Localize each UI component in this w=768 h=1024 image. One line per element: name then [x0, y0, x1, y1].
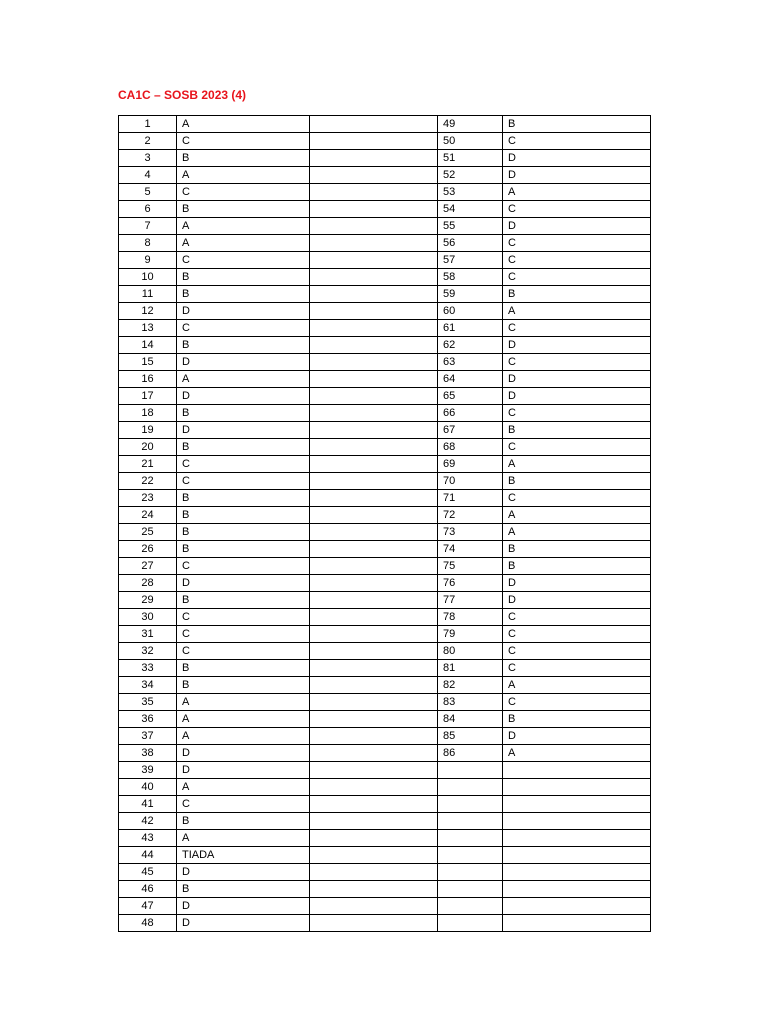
empty-cell [310, 711, 438, 728]
answer-cell: A [177, 371, 310, 388]
question-number-cell: 10 [119, 269, 177, 286]
table-row [119, 320, 651, 337]
answer-cell: C [503, 626, 651, 643]
question-number-cell: 86 [438, 745, 503, 762]
empty-cell [310, 694, 438, 711]
empty-cell [310, 388, 438, 405]
answer-cell: C [177, 456, 310, 473]
table-row [119, 915, 651, 932]
question-number-cell: 78 [438, 609, 503, 626]
answer-cell: A [503, 303, 651, 320]
answer-cell: C [503, 609, 651, 626]
answer-cell: A [177, 711, 310, 728]
table-row [119, 507, 651, 524]
empty-cell [438, 830, 503, 847]
empty-cell [310, 303, 438, 320]
question-number-cell: 17 [119, 388, 177, 405]
question-number-cell: 38 [119, 745, 177, 762]
answer-cell: B [177, 677, 310, 694]
empty-cell [310, 898, 438, 915]
question-number-cell: 75 [438, 558, 503, 575]
table-row [119, 626, 651, 643]
table-row [119, 813, 651, 830]
table-row [119, 116, 651, 133]
empty-cell [310, 864, 438, 881]
answer-cell: A [503, 456, 651, 473]
answer-cell: D [503, 575, 651, 592]
table-row [119, 456, 651, 473]
answer-cell: B [177, 490, 310, 507]
empty-cell [503, 881, 651, 898]
table-row [119, 779, 651, 796]
table-row [119, 473, 651, 490]
table-row [119, 286, 651, 303]
answer-cell: D [177, 762, 310, 779]
table-row [119, 439, 651, 456]
answer-cell: B [177, 201, 310, 218]
table-row [119, 898, 651, 915]
question-number-cell: 35 [119, 694, 177, 711]
empty-cell [503, 847, 651, 864]
question-number-cell: 72 [438, 507, 503, 524]
table-row [119, 201, 651, 218]
answer-cell: A [177, 728, 310, 745]
question-number-cell: 54 [438, 201, 503, 218]
table-row [119, 694, 651, 711]
question-number-cell: 84 [438, 711, 503, 728]
question-number-cell: 27 [119, 558, 177, 575]
answer-cell: D [177, 864, 310, 881]
answer-cell: A [177, 116, 310, 133]
question-number-cell: 71 [438, 490, 503, 507]
question-number-cell: 13 [119, 320, 177, 337]
answer-cell: B [177, 507, 310, 524]
answer-cell: B [177, 524, 310, 541]
question-number-cell: 68 [438, 439, 503, 456]
empty-cell [310, 371, 438, 388]
empty-cell [503, 796, 651, 813]
answer-cell: C [503, 252, 651, 269]
question-number-cell: 53 [438, 184, 503, 201]
question-number-cell: 67 [438, 422, 503, 439]
question-number-cell: 4 [119, 167, 177, 184]
question-number-cell: 36 [119, 711, 177, 728]
question-number-cell: 83 [438, 694, 503, 711]
question-number-cell: 74 [438, 541, 503, 558]
answer-cell: C [177, 133, 310, 150]
answer-cell: A [177, 167, 310, 184]
empty-cell [438, 898, 503, 915]
answer-cell: D [177, 575, 310, 592]
question-number-cell: 15 [119, 354, 177, 371]
question-number-cell: 2 [119, 133, 177, 150]
question-number-cell: 22 [119, 473, 177, 490]
answer-cell: D [177, 745, 310, 762]
question-number-cell: 62 [438, 337, 503, 354]
question-number-cell: 77 [438, 592, 503, 609]
question-number-cell: 61 [438, 320, 503, 337]
empty-cell [438, 762, 503, 779]
question-number-cell: 23 [119, 490, 177, 507]
question-number-cell: 11 [119, 286, 177, 303]
question-number-cell: 25 [119, 524, 177, 541]
table-row [119, 881, 651, 898]
answer-key-table [118, 115, 651, 932]
answer-cell: C [503, 439, 651, 456]
answer-cell: D [177, 388, 310, 405]
answer-cell: B [177, 337, 310, 354]
question-number-cell: 70 [438, 473, 503, 490]
answer-cell: B [503, 286, 651, 303]
empty-cell [310, 473, 438, 490]
table-row [119, 184, 651, 201]
question-number-cell: 52 [438, 167, 503, 184]
answer-cell: A [177, 235, 310, 252]
empty-cell [438, 813, 503, 830]
empty-cell [310, 677, 438, 694]
question-number-cell: 80 [438, 643, 503, 660]
table-row [119, 337, 651, 354]
table-row [119, 269, 651, 286]
answer-cell: A [503, 524, 651, 541]
answer-cell: C [503, 405, 651, 422]
empty-cell [438, 881, 503, 898]
answer-cell: B [177, 541, 310, 558]
empty-cell [310, 626, 438, 643]
question-number-cell: 19 [119, 422, 177, 439]
question-number-cell: 60 [438, 303, 503, 320]
empty-cell [310, 184, 438, 201]
question-number-cell: 43 [119, 830, 177, 847]
answer-cell: B [503, 116, 651, 133]
answer-cell: B [503, 473, 651, 490]
table-row [119, 541, 651, 558]
table-row [119, 643, 651, 660]
answer-cell: B [177, 439, 310, 456]
answer-cell: C [503, 354, 651, 371]
document-title: CA1C – SOSB 2023 (4) [118, 88, 247, 102]
question-number-cell: 9 [119, 252, 177, 269]
empty-cell [310, 235, 438, 252]
empty-cell [310, 660, 438, 677]
question-number-cell: 32 [119, 643, 177, 660]
table-row [119, 711, 651, 728]
question-number-cell: 3 [119, 150, 177, 167]
empty-cell [310, 796, 438, 813]
table-row [119, 558, 651, 575]
table-row [119, 388, 651, 405]
empty-cell [438, 864, 503, 881]
table-row [119, 830, 651, 847]
table-row [119, 303, 651, 320]
answer-cell: TIADA [177, 847, 310, 864]
empty-cell [310, 745, 438, 762]
answer-cell: D [177, 422, 310, 439]
question-number-cell: 85 [438, 728, 503, 745]
empty-cell [310, 847, 438, 864]
question-number-cell: 41 [119, 796, 177, 813]
empty-cell [310, 915, 438, 932]
empty-cell [310, 286, 438, 303]
empty-cell [438, 847, 503, 864]
empty-cell [438, 779, 503, 796]
question-number-cell: 16 [119, 371, 177, 388]
empty-cell [310, 779, 438, 796]
table-row [119, 490, 651, 507]
answer-cell: B [503, 558, 651, 575]
empty-cell [310, 558, 438, 575]
empty-cell [438, 915, 503, 932]
answer-cell: B [177, 881, 310, 898]
answer-cell: D [503, 150, 651, 167]
question-number-cell: 49 [438, 116, 503, 133]
answer-cell: D [503, 371, 651, 388]
question-number-cell: 31 [119, 626, 177, 643]
answer-cell: B [177, 286, 310, 303]
empty-cell [310, 881, 438, 898]
answer-cell: B [177, 660, 310, 677]
answer-cell: C [503, 133, 651, 150]
table-row [119, 762, 651, 779]
empty-cell [310, 592, 438, 609]
question-number-cell: 51 [438, 150, 503, 167]
answer-cell: D [177, 354, 310, 371]
answer-cell: C [177, 558, 310, 575]
empty-cell [503, 779, 651, 796]
empty-cell [503, 762, 651, 779]
answer-cell: A [177, 694, 310, 711]
empty-cell [310, 439, 438, 456]
question-number-cell: 81 [438, 660, 503, 677]
table-row [119, 745, 651, 762]
empty-cell [310, 320, 438, 337]
question-number-cell: 64 [438, 371, 503, 388]
question-number-cell: 42 [119, 813, 177, 830]
table-row [119, 218, 651, 235]
question-number-cell: 45 [119, 864, 177, 881]
question-number-cell: 29 [119, 592, 177, 609]
answer-cell: A [503, 745, 651, 762]
question-number-cell: 34 [119, 677, 177, 694]
answer-cell: C [503, 320, 651, 337]
question-number-cell: 33 [119, 660, 177, 677]
table-row [119, 728, 651, 745]
question-number-cell: 37 [119, 728, 177, 745]
question-number-cell: 65 [438, 388, 503, 405]
empty-cell [310, 167, 438, 184]
question-number-cell: 47 [119, 898, 177, 915]
empty-cell [310, 541, 438, 558]
question-number-cell: 12 [119, 303, 177, 320]
question-number-cell: 82 [438, 677, 503, 694]
answer-cell: B [503, 422, 651, 439]
answer-cell: B [177, 150, 310, 167]
table-row [119, 354, 651, 371]
empty-cell [310, 354, 438, 371]
question-number-cell: 66 [438, 405, 503, 422]
table-row [119, 235, 651, 252]
empty-cell [310, 643, 438, 660]
question-number-cell: 24 [119, 507, 177, 524]
question-number-cell: 5 [119, 184, 177, 201]
empty-cell [310, 813, 438, 830]
question-number-cell: 18 [119, 405, 177, 422]
empty-cell [503, 813, 651, 830]
empty-cell [310, 252, 438, 269]
table-row [119, 371, 651, 388]
question-number-cell: 69 [438, 456, 503, 473]
question-number-cell: 50 [438, 133, 503, 150]
table-row [119, 592, 651, 609]
empty-cell [310, 507, 438, 524]
table-row [119, 660, 651, 677]
question-number-cell: 30 [119, 609, 177, 626]
answer-cell: C [177, 643, 310, 660]
table-row [119, 133, 651, 150]
question-number-cell: 6 [119, 201, 177, 218]
question-number-cell: 73 [438, 524, 503, 541]
answer-cell: D [177, 915, 310, 932]
empty-cell [310, 762, 438, 779]
answer-key-body [119, 116, 651, 932]
answer-cell: A [177, 218, 310, 235]
answer-cell: D [503, 592, 651, 609]
answer-cell: C [177, 184, 310, 201]
empty-cell [310, 524, 438, 541]
answer-cell: A [177, 779, 310, 796]
empty-cell [310, 269, 438, 286]
question-number-cell: 55 [438, 218, 503, 235]
empty-cell [310, 609, 438, 626]
answer-cell: B [177, 269, 310, 286]
question-number-cell: 39 [119, 762, 177, 779]
table-row [119, 864, 651, 881]
answer-cell: D [503, 218, 651, 235]
answer-cell: C [177, 609, 310, 626]
answer-cell: B [503, 711, 651, 728]
answer-cell: C [177, 252, 310, 269]
empty-cell [310, 337, 438, 354]
answer-cell: A [503, 507, 651, 524]
table-row [119, 150, 651, 167]
answer-cell: C [503, 235, 651, 252]
answer-cell: A [503, 677, 651, 694]
question-number-cell: 7 [119, 218, 177, 235]
table-row [119, 847, 651, 864]
question-number-cell: 56 [438, 235, 503, 252]
table-row [119, 422, 651, 439]
empty-cell [503, 898, 651, 915]
question-number-cell: 46 [119, 881, 177, 898]
answer-cell: D [177, 898, 310, 915]
answer-cell: C [177, 320, 310, 337]
answer-cell: D [503, 167, 651, 184]
empty-cell [310, 201, 438, 218]
answer-cell: B [177, 592, 310, 609]
answer-cell: C [503, 269, 651, 286]
empty-cell [310, 490, 438, 507]
table-row [119, 677, 651, 694]
question-number-cell: 21 [119, 456, 177, 473]
empty-cell [310, 116, 438, 133]
table-row [119, 796, 651, 813]
table-row [119, 405, 651, 422]
question-number-cell: 63 [438, 354, 503, 371]
empty-cell [503, 830, 651, 847]
table-row [119, 252, 651, 269]
answer-cell: D [503, 388, 651, 405]
question-number-cell: 40 [119, 779, 177, 796]
empty-cell [310, 405, 438, 422]
answer-cell: D [503, 337, 651, 354]
answer-cell: D [503, 728, 651, 745]
question-number-cell: 44 [119, 847, 177, 864]
empty-cell [310, 422, 438, 439]
answer-cell: C [503, 660, 651, 677]
empty-cell [310, 830, 438, 847]
empty-cell [503, 915, 651, 932]
question-number-cell: 76 [438, 575, 503, 592]
table-row [119, 524, 651, 541]
answer-cell: C [503, 490, 651, 507]
answer-cell: C [503, 694, 651, 711]
answer-cell: C [177, 626, 310, 643]
empty-cell [310, 728, 438, 745]
answer-cell: D [177, 303, 310, 320]
answer-cell: A [177, 830, 310, 847]
answer-cell: C [503, 201, 651, 218]
table-row [119, 575, 651, 592]
question-number-cell: 8 [119, 235, 177, 252]
empty-cell [310, 456, 438, 473]
table-row [119, 609, 651, 626]
answer-cell: A [503, 184, 651, 201]
answer-cell: B [503, 541, 651, 558]
question-number-cell: 14 [119, 337, 177, 354]
table-row [119, 167, 651, 184]
question-number-cell: 57 [438, 252, 503, 269]
answer-cell: B [177, 813, 310, 830]
empty-cell [438, 796, 503, 813]
empty-cell [310, 575, 438, 592]
answer-cell: C [503, 643, 651, 660]
question-number-cell: 20 [119, 439, 177, 456]
answer-cell: B [177, 405, 310, 422]
question-number-cell: 59 [438, 286, 503, 303]
question-number-cell: 58 [438, 269, 503, 286]
answer-cell: C [177, 796, 310, 813]
question-number-cell: 79 [438, 626, 503, 643]
empty-cell [310, 133, 438, 150]
question-number-cell: 1 [119, 116, 177, 133]
empty-cell [310, 218, 438, 235]
question-number-cell: 48 [119, 915, 177, 932]
empty-cell [503, 864, 651, 881]
question-number-cell: 26 [119, 541, 177, 558]
question-number-cell: 28 [119, 575, 177, 592]
answer-cell: C [177, 473, 310, 490]
empty-cell [310, 150, 438, 167]
